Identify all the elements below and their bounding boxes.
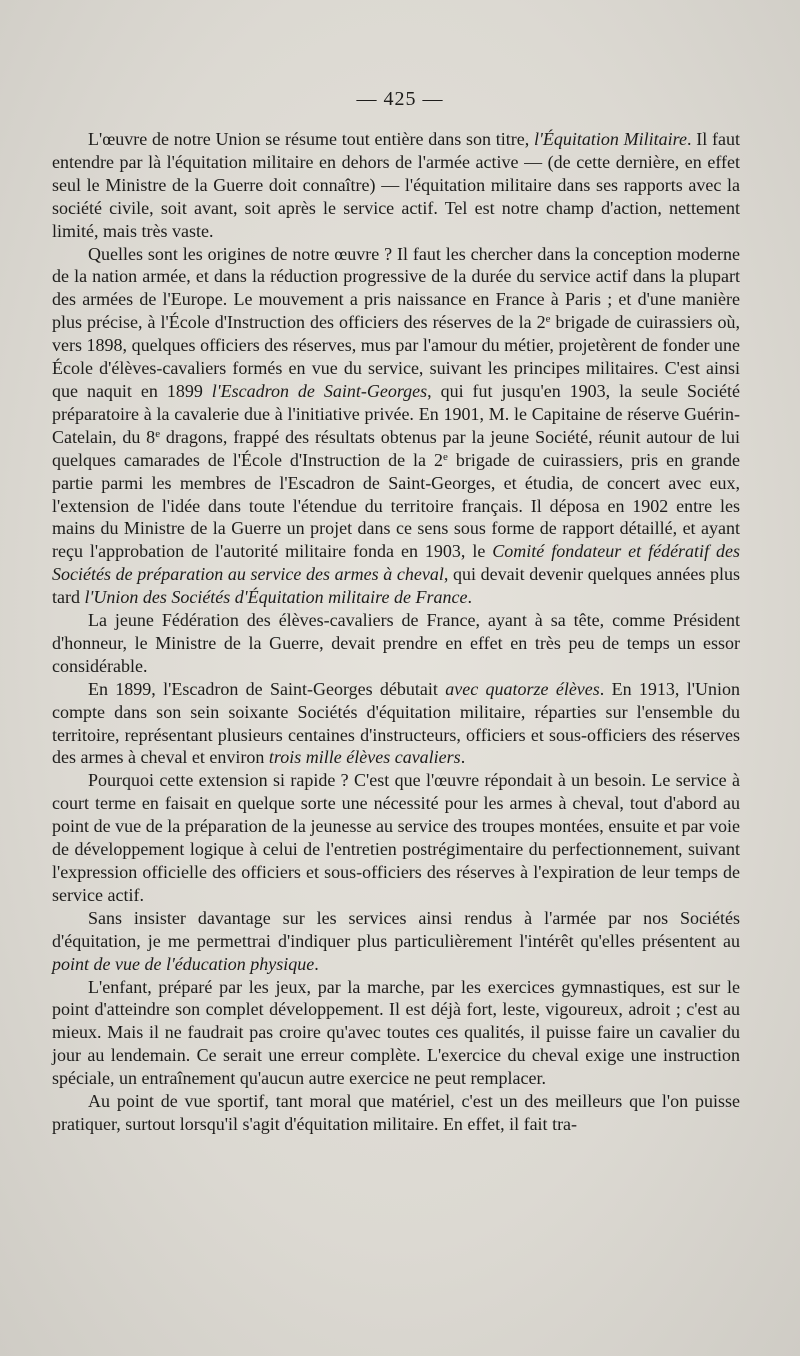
paragraph: Quelles sont les origines de notre œuvre ? Il faut les chercher dans la conception moderne de la nation armée, et dans la réduction progressive de la durée du service actif dans la plupart des armées de l'Europe. Le mouvement a pris naissance en France à Paris ; et d'une manière plus précise, à l'École d'Instruction des officiers des réserves de la 2e brigade de cuirassiers où, vers 1898, quelques officiers des réserves, mus par l'amour du métier, projetèrent de fonder une École d'élèves-cavaliers formés en vue du service, suivant les principes militaires. C'est ainsi que naquit en 1899 l'Escadron de Saint-Georges, qui fut jusqu'en 1903, la seule Société préparatoire à la cavalerie due à l'initiative privée. En 1901, M. le Capitaine de réserve Guérin-Catelain, du 8e dragons, frappé des résultats obtenus par la jeune Société, réunit autour de lui quelques camarades de l'École d'Instruction de la 2e brigade de cuirassiers, pris en grande partie parmi les membres de l'Escadron de Saint-Georges, et étudia, de concert avec eux, l'extension de l'idée dans toute l'étendue du territoire français. Il déposa en 1902 entre les mains du Ministre de la Guerre un projet dans ce sens sous forme de rapport détaillé, et ayant reçu l'approbation de l'autorité militaire fonda en 1903, le Comité fondateur et fédératif des Sociétés de préparation au service des armes à cheval, qui devait devenir quelques années plus tard l'Union des Sociétés d'Équitation militaire de France. xyxy=(52,243,740,608)
paragraph: L'œuvre de notre Union se résume tout entière dans son titre, l'Équitation Militaire. Il faut entendre par là l'équitation militaire en dehors de l'armée active — (de cette dernière, en effet seul le Ministre de la Guerre doit connaître) — l'équitation militaire dans ses rapports avec la société civile, soit avant, soit après le service actif. Tel est notre champ d'action, nettement limité, mais très vaste. xyxy=(52,129,740,241)
paragraph: En 1899, l'Escadron de Saint-Georges débutait avec quatorze élèves. En 1913, l'Union compte dans son sein soixante Sociétés d'équitation militaire, réparties sur l'ensemble du territoire, représentant plusieurs centaines d'instructeurs, officiers et sous-officiers des réserves des armes à cheval et environ trois mille élèves cavaliers. xyxy=(52,678,740,768)
italic-phrase: point de vue de l'éducation physique xyxy=(52,953,315,974)
body-text xyxy=(52,128,740,1136)
paragraph: Pourquoi cette extension si rapide ? C'est que l'œuvre répondait à un besoin. Le service à court terme en faisait en quelque sorte une nécessité pour les armes à cheval, tout d'abord au point de vue de la préparation de la jeunesse au service des troupes montées, ensuite et par voie de développement logique à celui de l'entretien postrégimentaire du perfectionnement, suivant l'expression officielle des officiers et sous-officiers des réserves à l'expiration de leur temps de service actif. xyxy=(52,770,740,905)
italic-phrase: l'Union des Sociétés d'Équitation militaire de France xyxy=(84,587,468,608)
italic-phrase: Comité fondateur et fédératif des Sociétés de préparation au service des armes à cheval xyxy=(52,541,740,585)
paragraph: Sans insister davantage sur les services ainsi rendus à l'armée par nos Sociétés d'équitation, je me permettrai d'indiquer plus particulièrement l'intérêt qu'elles présentent au point de vue de l'éducation physique. xyxy=(52,907,740,974)
italic-phrase: avec quatorze élèves xyxy=(445,678,600,699)
paragraph: La jeune Fédération des élèves-cavaliers de France, ayant à sa tête, comme Président d'honneur, le Ministre de la Guerre, devait prendre en effet en très peu de temps un essor considérable. xyxy=(52,610,740,676)
paragraph: L'enfant, préparé par les jeux, par la marche, par les exercices gymnastiques, est sur le point d'atteindre son complet développement. Il est déjà fort, leste, vigoureux, adroit ; c'est au mieux. Mais il ne faudrait pas croire qu'avec toutes ces qualités, il puisse faire un cavalier du jour au lendemain. Ce serait une erreur complète. L'exercice du cheval exige une instruction spéciale, un entraînement qu'aucun autre exercice ne peut remplacer. xyxy=(52,976,740,1089)
italic-phrase: l'Équitation Militaire xyxy=(534,129,687,149)
italic-phrase: trois mille élèves cavaliers xyxy=(268,747,461,768)
page-number: — 425 — xyxy=(356,88,444,110)
superscript: e xyxy=(443,450,448,463)
paragraph: Au point de vue sportif, tant moral que matériel, c'est un des meilleurs que l'on puisse pratiquer, surtout lorsqu'il s'agit d'équitation militaire. En effet, il fait tra- xyxy=(52,1091,740,1134)
superscript: e xyxy=(155,427,161,440)
italic-phrase: l'Escadron de Saint-Georges xyxy=(211,380,428,401)
superscript: e xyxy=(545,313,551,326)
